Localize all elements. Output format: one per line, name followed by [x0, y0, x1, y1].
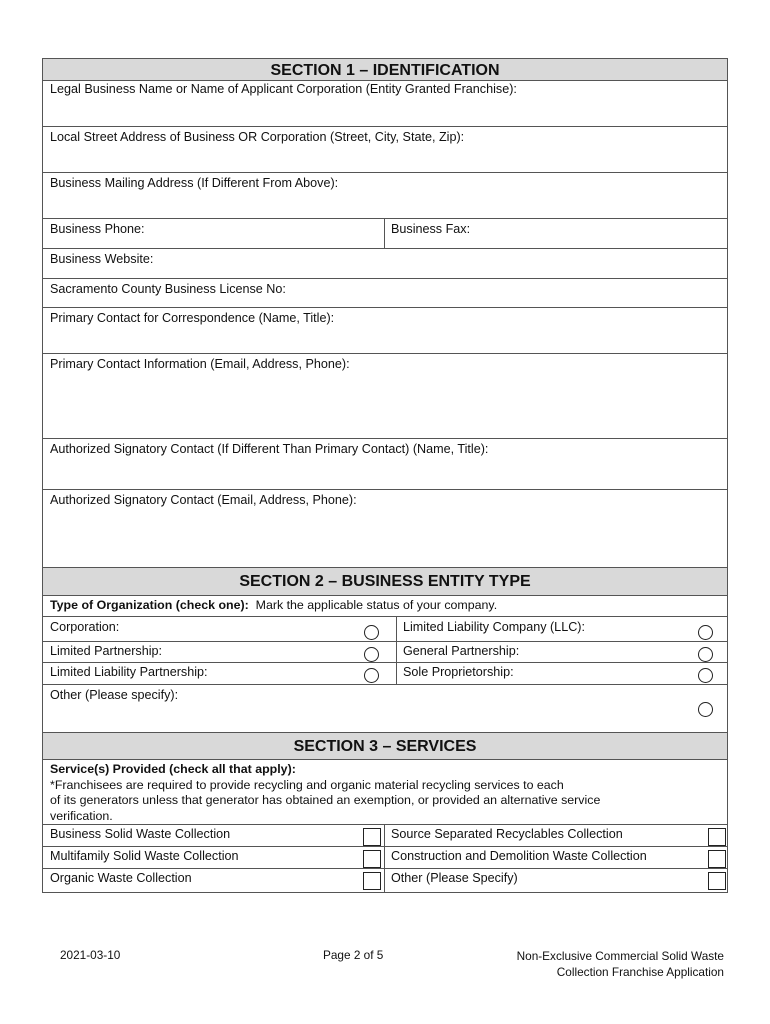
section1-header — [42, 58, 728, 81]
street-address-field[interactable] — [42, 127, 728, 173]
legal-name-field[interactable] — [42, 81, 728, 127]
footer-title-line2: Collection Franchise Application — [556, 965, 724, 979]
license-field[interactable] — [42, 279, 728, 308]
application-form — [42, 58, 728, 893]
organic-waste-checkbox[interactable] — [363, 872, 381, 890]
services-info-text — [50, 762, 600, 824]
mailing-address-label: Business Mailing Address (If Different From Above): — [50, 176, 339, 190]
footer-page-number: Page 2 of 5 — [323, 948, 384, 962]
organic-waste-label: Organic Waste Collection — [50, 871, 192, 885]
corporation-radio[interactable] — [364, 625, 379, 640]
section3-title: SECTION 3 – SERVICES — [293, 738, 477, 755]
entity-divider — [396, 617, 397, 641]
footer-date: 2021-03-10 — [60, 948, 121, 962]
phone-fax-row — [42, 219, 728, 249]
source-separated-checkbox[interactable] — [708, 828, 726, 846]
organization-type-row — [42, 596, 728, 617]
business-fax-label: Business Fax: — [391, 222, 471, 236]
general-partnership-label: General Partnership: — [403, 644, 520, 658]
general-partnership-radio[interactable] — [698, 647, 713, 662]
business-solid-waste-checkbox[interactable] — [363, 828, 381, 846]
signatory-info-field[interactable] — [42, 490, 728, 568]
llc-radio[interactable] — [698, 625, 713, 640]
section3-header — [42, 733, 728, 760]
primary-contact-info-label: Primary Contact Information (Email, Address, Phone): — [50, 357, 350, 371]
entity-row-2 — [42, 642, 728, 663]
limited-partnership-label: Limited Partnership: — [50, 644, 162, 658]
construction-label: Construction and Demolition Waste Collection — [391, 849, 647, 863]
services-bold: Service(s) Provided (check all that apply): — [50, 762, 296, 776]
street-address-label: Local Street Address of Business OR Corporation (Street, City, State, Zip): — [50, 130, 465, 144]
other-service-checkbox[interactable] — [708, 872, 726, 890]
footer-document-title — [517, 948, 724, 980]
organization-type-label — [50, 598, 497, 612]
service-row-1 — [42, 825, 728, 847]
service-row-2 — [42, 847, 728, 869]
entity-divider — [396, 663, 397, 684]
website-field[interactable] — [42, 249, 728, 279]
signatory-field[interactable] — [42, 439, 728, 490]
entity-row-3 — [42, 663, 728, 685]
sole-proprietorship-radio[interactable] — [698, 668, 713, 683]
other-entity-radio[interactable] — [698, 702, 713, 717]
service-divider — [384, 847, 385, 868]
section1-title: SECTION 1 – IDENTIFICATION — [270, 62, 500, 79]
entity-row-other — [42, 685, 728, 733]
entity-divider — [396, 642, 397, 662]
llp-label: Limited Liability Partnership: — [50, 665, 208, 679]
business-website-label: Business Website: — [50, 252, 154, 266]
other-entity-label: Other (Please specify): — [50, 688, 179, 702]
mailing-address-field[interactable] — [42, 173, 728, 219]
sole-proprietorship-label: Sole Proprietorship: — [403, 665, 514, 679]
organization-type-text: Mark the applicable status of your company. — [255, 598, 498, 612]
service-row-3 — [42, 869, 728, 893]
services-note-line3: verification. — [50, 808, 113, 823]
llc-label: Limited Liability Company (LLC): — [403, 620, 585, 634]
business-solid-waste-label: Business Solid Waste Collection — [50, 827, 231, 841]
legal-name-label: Legal Business Name or Name of Applicant Corporation (Entity Granted Franchise): — [50, 82, 517, 96]
signatory-label: Authorized Signatory Contact (If Different Than Primary Contact) (Name, Title): — [50, 442, 489, 456]
construction-checkbox[interactable] — [708, 850, 726, 868]
services-info-row — [42, 760, 728, 825]
primary-contact-label: Primary Contact for Correspondence (Name, Title): — [50, 311, 335, 325]
business-phone-label: Business Phone: — [50, 222, 145, 236]
multifamily-label: Multifamily Solid Waste Collection — [50, 849, 239, 863]
service-divider — [384, 869, 385, 892]
section2-title: SECTION 2 – BUSINESS ENTITY TYPE — [239, 573, 531, 590]
service-divider — [384, 825, 385, 846]
organization-type-bold: Type of Organization (check one): — [50, 598, 249, 612]
limited-partnership-radio[interactable] — [364, 647, 379, 662]
signatory-info-label: Authorized Signatory Contact (Email, Address, Phone): — [50, 493, 357, 507]
footer-title-line1: Non-Exclusive Commercial Solid Waste — [516, 949, 724, 963]
primary-contact-field[interactable] — [42, 308, 728, 354]
section2-header — [42, 568, 728, 596]
entity-row-1 — [42, 617, 728, 642]
other-service-label: Other (Please Specify) — [391, 871, 518, 885]
phone-fax-divider — [384, 219, 385, 248]
services-note-line2: of its generators unless that generator has obtained an exemption, or provided an alternative service — [50, 793, 601, 807]
business-license-label: Sacramento County Business License No: — [50, 282, 286, 296]
multifamily-checkbox[interactable] — [363, 850, 381, 868]
services-note-line1: *Franchisees are required to provide recycling and organic material recycling services to each — [50, 777, 564, 792]
source-separated-label: Source Separated Recyclables Collection — [391, 827, 623, 841]
corporation-label: Corporation: — [50, 620, 120, 634]
primary-contact-info-field[interactable] — [42, 354, 728, 439]
llp-radio[interactable] — [364, 668, 379, 683]
